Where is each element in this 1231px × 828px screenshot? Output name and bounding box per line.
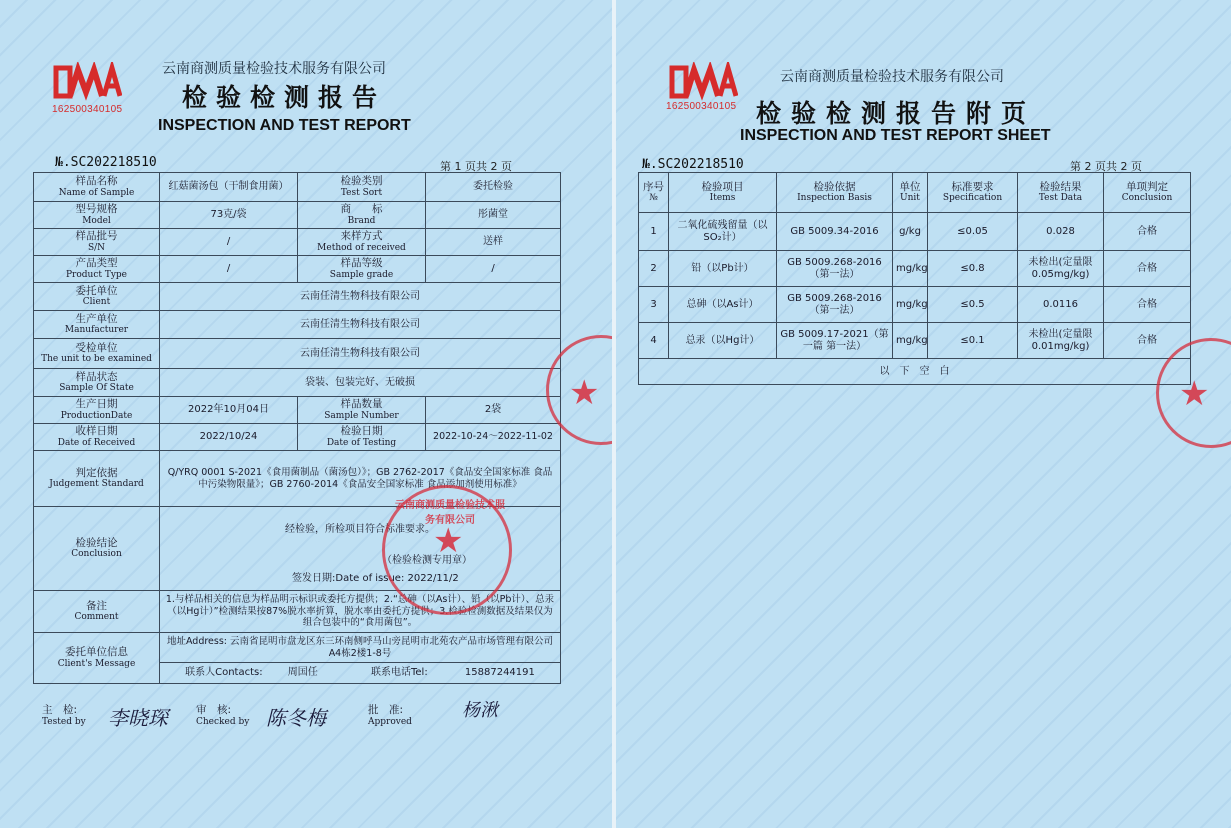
cell-no: 2: [639, 251, 669, 287]
label-client-msg: 委托单位信息 Client's Message: [34, 633, 160, 684]
table-row: [34, 311, 561, 339]
cell-spec: ≤0.05: [928, 213, 1018, 251]
value-address: [160, 633, 561, 663]
label-received: 收样日期 Date of Received: [34, 424, 160, 451]
cell-unit: mg/kg: [893, 251, 928, 287]
cell-basis: GB 5009.34-2016: [777, 213, 893, 251]
label-examined: 受检单位 The unit to be examined: [34, 339, 160, 369]
value-contact: [160, 663, 561, 684]
cell-conclusion: 合格: [1104, 213, 1191, 251]
stamp-label: （检验检测专用章）: [382, 555, 472, 566]
report-number: №.SC202218510: [55, 155, 157, 170]
value-test-type: 委托检验: [426, 173, 561, 202]
issue-date: 签发日期:Date of issue: 2022/11/2: [292, 573, 459, 584]
value-sn: /: [160, 229, 298, 256]
page-indicator: 第 2 页共 2 页: [1070, 160, 1142, 173]
value-product-type: /: [160, 256, 298, 283]
report-title-en: INSPECTION AND TEST REPORT: [158, 117, 411, 134]
cell-item: 总汞（以Hg计）: [669, 323, 777, 359]
conclusion-text: 经检验，所检项目符合标准要求。: [285, 524, 435, 535]
report-page-1: [0, 0, 612, 828]
company-name: 云南商测质量检验技术服务有限公司: [162, 61, 386, 77]
page-indicator: 第 1 页共 2 页: [440, 160, 512, 173]
label-method: 来样方式 Method of received: [298, 229, 426, 256]
tested-by-label: 主 检: Tested by: [42, 704, 86, 727]
cell-basis: GB 5009.268-2016（第一法）: [777, 287, 893, 323]
value-manufacturer: 云南任清生物科技有限公司: [160, 311, 561, 339]
label-test-type: 检验类别 Test Sort: [298, 173, 426, 202]
tel-value: 15887244191: [464, 667, 535, 678]
report-info-table: [33, 172, 561, 684]
cell-data: 0.028: [1018, 213, 1104, 251]
report-title-cn: 检验检测报告附页: [756, 99, 1037, 128]
value-standard: Q/YRQ 0001 S-2021《食用菌制品（菌汤包）》；GB 2762-2017《食品安全国家标准 食品中污染物限量》；GB 2760-2014《食品安全国家标准 食品添加剂使用标准》: [160, 451, 561, 507]
cell-item: 铅（以Pb计）: [669, 251, 777, 287]
report-number: №.SC202218510: [642, 157, 744, 172]
cell-item: 总砷（以As计）: [669, 287, 777, 323]
value-comment: 1.与样品相关的信息为样品明示标识或委托方提供；2.“总砷（以As计）、铅（以Pb计）、总汞（以Hg计）”检测结果按87%脱水率折算，脱水率由委托方提供；3.检验检测数据及结果仅为组合包装中的“食用菌包”。: [160, 591, 561, 633]
label-prod-date: 生产日期 ProductionDate: [34, 397, 160, 424]
cell-basis: GB 5009.268-2016（第一法）: [777, 251, 893, 287]
label-manufacturer: 生产单位 Manufacturer: [34, 311, 160, 339]
header-spec: 标准要求 Specification: [928, 173, 1018, 213]
label-state: 样品状态 Sample Of State: [34, 369, 160, 397]
table-row: [34, 633, 561, 663]
header-basis: 检验依据 Inspection Basis: [777, 173, 893, 213]
table-row: [34, 283, 561, 311]
table-row: [34, 397, 561, 424]
value-method: 送样: [426, 229, 561, 256]
cell-unit: g/kg: [893, 213, 928, 251]
value-received: 2022/10/24: [160, 424, 298, 451]
contact-value: 周国任: [287, 667, 318, 678]
value-client: 云南任清生物科技有限公司: [160, 283, 561, 311]
cell-unit: mg/kg: [893, 323, 928, 359]
label-sn: 样品批号 S/N: [34, 229, 160, 256]
header-conclusion: 单项判定 Conclusion: [1104, 173, 1191, 213]
value-testing: 2022-10-24～2022-11-02: [426, 424, 561, 451]
table-row: [34, 229, 561, 256]
table-row: [639, 251, 1191, 287]
cell-item: 二氧化硫残留量（以SO₂计）: [669, 213, 777, 251]
company-name: 云南商测质量检验技术服务有限公司: [780, 69, 1004, 85]
label-grade: 样品等级 Sample grade: [298, 256, 426, 283]
cell-spec: ≤0.5: [928, 287, 1018, 323]
approved-by-label: 批 准: Approved: [368, 704, 412, 727]
cell-data: 未检出(定量限0.05mg/kg): [1018, 251, 1104, 287]
tested-by-signature: 李晓琛: [108, 706, 168, 730]
cell-no: 3: [639, 287, 669, 323]
value-prod-date: 2022年10月04日: [160, 397, 298, 424]
header-data: 检验结果 Test Data: [1018, 173, 1104, 213]
seam-star-icon: ★: [569, 373, 600, 413]
cma-code: 162500340105: [666, 101, 737, 112]
label-model: 型号规格 Model: [34, 202, 160, 229]
table-row: [639, 359, 1191, 385]
report-title-cn: 检验检测报告: [182, 83, 387, 112]
cell-conclusion: 合格: [1104, 323, 1191, 359]
cell-conclusion: 合格: [1104, 251, 1191, 287]
cell-no: 1: [639, 213, 669, 251]
table-row: [34, 202, 561, 229]
label-brand: 商 标 Brand: [298, 202, 426, 229]
address-value: 云南省昆明市盘龙区东三环南侧呼马山旁昆明市北苑农产品市场管理有限公司A4栋2楼1-8号: [230, 636, 554, 659]
table-row: [34, 339, 561, 369]
seal-text: 云南商测质量检验技术服务有限公司: [395, 500, 505, 526]
cell-spec: ≤0.8: [928, 251, 1018, 287]
contact-label: 联系人Contacts:: [185, 667, 263, 678]
table-row: [34, 173, 561, 202]
cell-data: 未检出(定量限0.01mg/kg): [1018, 323, 1104, 359]
tel-label: 联系电话Tel:: [370, 667, 428, 678]
value-brand: 彤菌堂: [426, 202, 561, 229]
report-page-2: [616, 0, 1231, 828]
seam-star-icon: ★: [1179, 374, 1210, 414]
table-header-row: [639, 173, 1191, 213]
approved-by-signature: 杨湫: [462, 700, 498, 721]
checked-by-signature: 陈冬梅: [266, 706, 326, 730]
value-grade: /: [426, 256, 561, 283]
checked-by-label: 审 核: Checked by: [196, 704, 250, 727]
table-row: [34, 424, 561, 451]
test-results-table: [638, 172, 1191, 385]
label-sample-name: 样品名称 Name of Sample: [34, 173, 160, 202]
value-quantity: 2袋: [426, 397, 561, 424]
value-examined: 云南任清生物科技有限公司: [160, 339, 561, 369]
official-seal-stamp: [382, 485, 512, 615]
label-quantity: 样品数量 Sample Number: [298, 397, 426, 424]
seal-star-icon: ★: [433, 521, 464, 561]
label-testing: 检验日期 Date of Testing: [298, 424, 426, 451]
cell-no: 4: [639, 323, 669, 359]
cma-code: 162500340105: [52, 104, 123, 115]
cell-basis: GB 5009.17-2021（第一篇 第一法）: [777, 323, 893, 359]
cell-unit: mg/kg: [893, 287, 928, 323]
table-row: [34, 369, 561, 397]
header-unit: 单位 Unit: [893, 173, 928, 213]
label-conclusion: 检验结论 Conclusion: [34, 507, 160, 591]
cell-data: 0.0116: [1018, 287, 1104, 323]
label-comment: 备注 Comment: [34, 591, 160, 633]
report-title-en: INSPECTION AND TEST REPORT SHEET: [740, 127, 1051, 144]
label-standard: 判定依据 Judgement Standard: [34, 451, 160, 507]
value-model: 73克/袋: [160, 202, 298, 229]
header-no: 序号 №: [639, 173, 669, 213]
label-product-type: 产品类型 Product Type: [34, 256, 160, 283]
cell-spec: ≤0.1: [928, 323, 1018, 359]
label-client: 委托单位 Client: [34, 283, 160, 311]
value-state: 袋装、包装完好、无破损: [160, 369, 561, 397]
table-row: [639, 213, 1191, 251]
blank-below-note: 以 下 空 白: [639, 359, 1191, 385]
value-sample-name: 红菇菌汤包（干制食用菌）: [160, 173, 298, 202]
cell-conclusion: 合格: [1104, 287, 1191, 323]
table-row: [639, 287, 1191, 323]
header-items: 检验项目 Items: [669, 173, 777, 213]
address-label: 地址Address:: [166, 636, 227, 648]
table-row: [34, 256, 561, 283]
table-row: [639, 323, 1191, 359]
